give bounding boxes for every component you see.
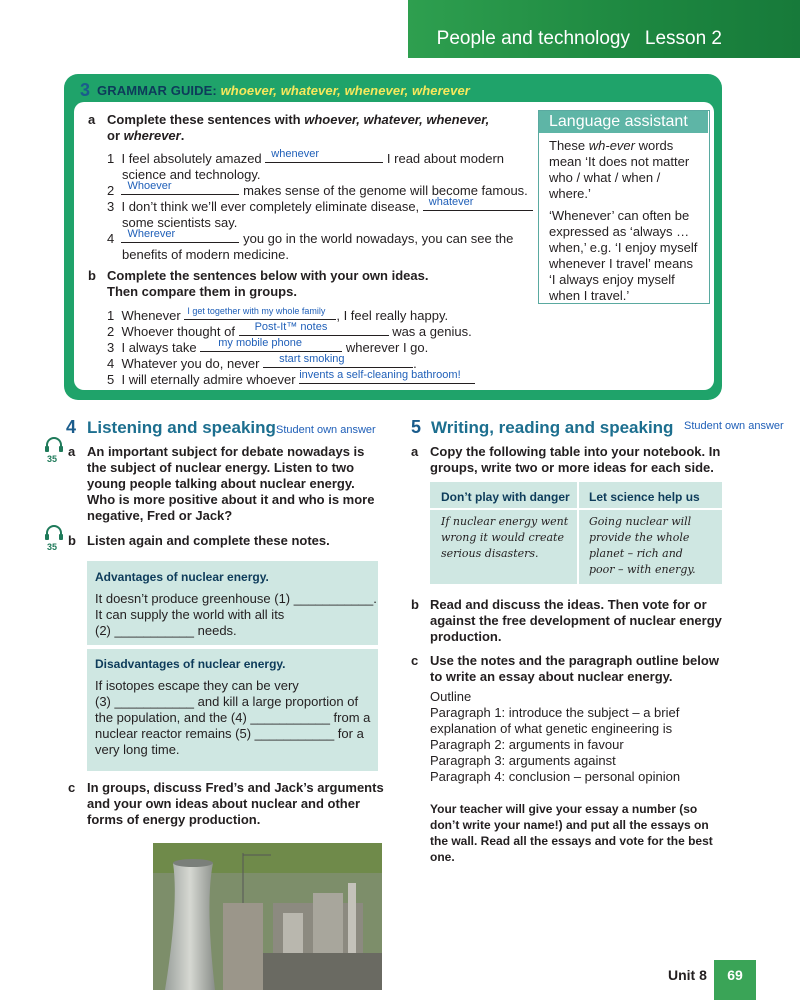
table-cell-danger: If nuclear energy went wrong it would create serious disasters. [441,515,569,560]
listening-b-label: b [68,533,76,548]
grammar-a-item-2: 2 Whoever makes sense of the genome will become famous. [107,180,528,198]
answer-blank[interactable]: invents a self-cleaning bathroom! [299,370,475,384]
answer-blank[interactable]: I get together with my whole family [184,306,336,320]
grammar-b-label: b [88,268,96,283]
writing-b-label: b [411,597,419,612]
disadvantages-title: Disadvantages of nuclear energy. [95,657,286,671]
writing-a-text: Copy the following table into your notebook. In groups, write two or more ideas for each side. [430,444,721,475]
writing-title: Writing, reading and speaking [431,418,674,437]
advantages-title: Advantages of nuclear energy. [95,570,269,584]
grammar-a-item-4: 4 Wherever you go in the world nowadays, you can see the benefits of modern medicine. [107,228,514,262]
answer-blank[interactable]: Wherever [121,229,239,243]
writing-own-answer: Student own answer [684,420,784,432]
headphones-icon [44,524,64,542]
table-col-divider [577,482,579,584]
table-cell-science: Going nuclear will provide the whole planet – rich and poor – with energy. [589,515,696,576]
writing-final-instruction: Your teacher will give your essay a number (so don’t write your name!) and put all the essays on the wall. Read all the essays and vote for the best one. [430,802,713,864]
writing-b-text: Read and discuss the ideas. Then vote for or against the free development of nuclear energy production. [430,597,722,644]
track-number: 35 [47,454,58,464]
listening-a-text: An important subject for debate nowadays is the subject of nuclear energy. Listen to two young people talking about nuclear energy. Who is more positive about it and who is more negative, Fred or Jack? [87,444,375,523]
grammar-a-item-3: 3 I don’t think we’ll ever completely eliminate disease, whatever some scientists say. [107,197,537,231]
writing-c-label: c [411,653,419,668]
advantages-text: It doesn’t produce greenhouse (1) ___________. It can supply the world with all its (2) ___________ needs. [95,591,377,638]
grammar-guide-title: GRAMMAR GUIDE: whoever, whatever, whenever, wherever [97,83,470,98]
language-assistant-text: These wh-ever words mean ‘It does not matter who / what / when / where.’ ‘Whenever’ can often be expressed as ‘always … when,’ e.g. ‘I enjoy myself whenever I travel’ means ‘I always enjoy myself when I travel.’ [549,138,698,303]
listening-a-label: a [68,444,76,459]
header-lesson: Lesson 2 [644,28,722,49]
table-divider [430,508,722,510]
disadvantages-text: If isotopes escape they can be very (3) ___________ and kill a large proportion of the population, and the (4) ___________ from a nuclear reactor remains (5) ___________ for a very long time. [95,678,371,757]
grammar-b-item-2: 2 Whoever thought of Post-It™ notes was a genius. [107,321,472,339]
listening-b-text: Listen again and complete these notes. [87,533,330,548]
audio-track-a[interactable] [44,436,64,464]
essay-outline: Outline Paragraph 1: introduce the subject – a brief explanation of what genetic engineering is Paragraph 2: arguments in favour Paragraph 3: arguments against Paragraph 4: conclusion – personal opinion [430,689,681,784]
language-assistant-header: Language assistant [539,111,708,133]
listening-own-answer: Student own answer [276,424,376,436]
listening-c-text: In groups, discuss Fred’s and Jack’s arguments and your own ideas about nuclear and other forms of energy production. [87,780,384,827]
section-number-3: 3 [80,80,91,100]
track-number: 35 [47,542,58,552]
table-header-danger: Don’t play with danger [441,490,570,504]
nuclear-plant-photo [153,843,382,990]
grammar-b-item-1: 1 Whenever I get together with my whole family , I feel really happy. [107,306,449,323]
grammar-a-instruction: Complete these sentences with whoever, whatever, whenever, or wherever. [107,112,490,143]
grammar-b-item-4: 4 Whatever you do, never start smoking . [107,353,417,371]
answer-blank[interactable]: whenever [265,149,383,163]
page-number: 69 [714,960,756,1000]
listening-title: Listening and speaking [87,418,276,437]
audio-track-b[interactable] [44,524,64,552]
grammar-b-item-5: 5 I will eternally admire whoever invents a self-cleaning bathroom! [107,370,537,388]
grammar-a-label: a [88,112,96,127]
header-title: People and technology [436,28,630,49]
grammar-a-item-1: 1 I feel absolutely amazed whenever I read about modern science and technology. [107,148,504,182]
section-number-4: 4 [66,417,77,437]
answer-blank[interactable]: my mobile phone [200,338,342,352]
answer-blank[interactable]: start smoking [263,354,413,368]
answer-blank[interactable]: Post-It™ notes [239,322,389,336]
writing-c-text: Use the notes and the paragraph outline below to write an essay about nuclear energy. [430,653,719,684]
listening-c-label: c [68,780,76,795]
grammar-b-item-3: 3 I always take my mobile phone wherever I go. [107,337,429,355]
writing-a-label: a [411,444,419,459]
grammar-b-instruction: Complete the sentences below with your own ideas. Then compare them in groups. [107,268,429,299]
table-header-science: Let science help us [589,490,700,504]
section-number-5: 5 [411,417,422,437]
answer-blank[interactable]: Whoever [121,181,239,195]
unit-label: Unit 8 [668,967,707,983]
headphones-icon [44,436,64,454]
answer-blank[interactable]: whatever [423,197,533,211]
